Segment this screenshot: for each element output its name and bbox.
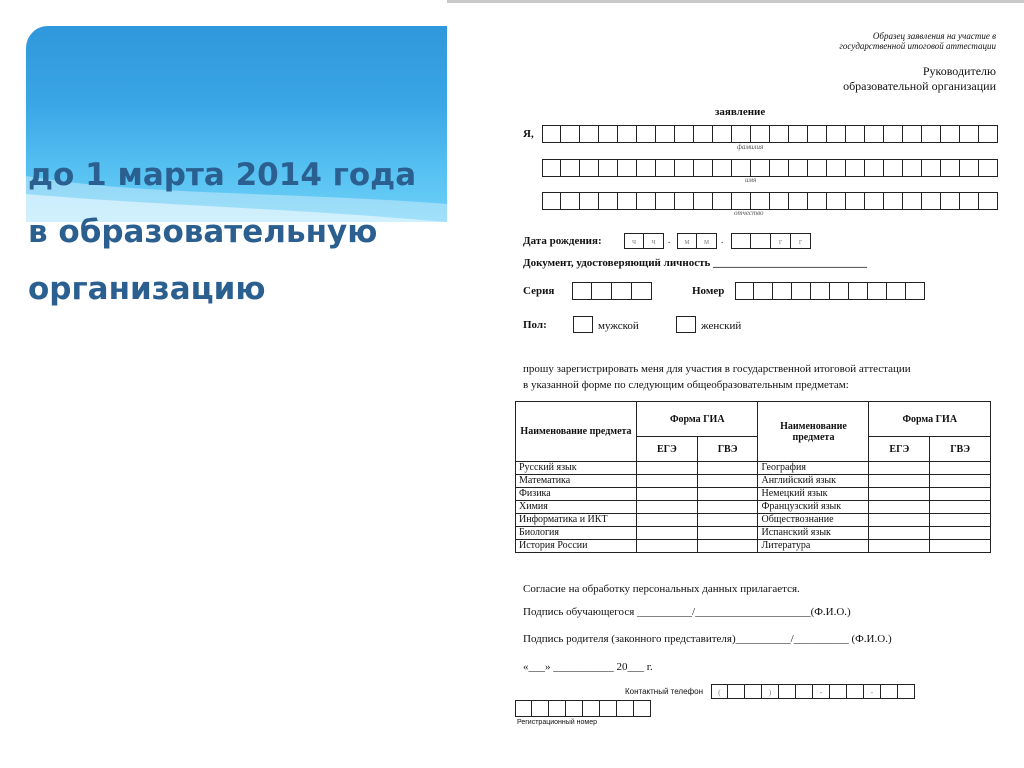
surname-box[interactable] [789,125,808,143]
number-box[interactable] [754,282,773,300]
gve-header-right: ГВЭ [930,437,991,462]
subject-name: Немецкий язык [758,488,869,501]
gve-cell[interactable] [697,501,758,514]
subject-row [516,475,991,488]
surname-box[interactable] [599,125,618,143]
gve-header-left: ГВЭ [697,437,758,462]
subject-name: Биология [516,527,637,540]
name-box[interactable] [770,159,789,177]
patronymic-box[interactable] [675,192,694,210]
surname-box[interactable] [618,125,637,143]
subjects-table [515,401,991,553]
surname-box[interactable] [960,125,979,143]
name-box[interactable] [865,159,884,177]
patronymic-box[interactable] [751,192,770,210]
name-box[interactable] [960,159,979,177]
phone-boxes[interactable] [711,684,915,699]
ege-cell[interactable] [637,527,698,540]
phone-box[interactable] [898,684,915,699]
birth-dot-1: . [668,235,671,245]
slide-line-2: в образовательную [28,214,378,250]
gve-cell[interactable] [930,514,991,527]
name-box[interactable] [922,159,941,177]
phone-box[interactable] [881,684,898,699]
subject-name: Информатика и ИКТ [516,514,637,527]
surname-box[interactable] [713,125,732,143]
slide-line-3: организацию [28,271,266,307]
patronymic-box[interactable] [542,192,561,210]
patronymic-box[interactable] [599,192,618,210]
ege-cell[interactable] [637,462,698,475]
name-caption: имя [745,176,757,184]
surname-caption: фамилия [737,143,764,151]
name-box[interactable] [713,159,732,177]
birth-label: Дата рождения: [523,235,602,247]
female-label: женский [701,320,742,332]
patronymic-caption: отчество [734,209,764,217]
ege-header-right: ЕГЭ [869,437,930,462]
gve-cell[interactable] [697,540,758,553]
number-box[interactable] [811,282,830,300]
name-box[interactable] [979,159,998,177]
reg-box[interactable] [583,700,600,717]
patronymic-box[interactable] [922,192,941,210]
application-form [447,3,1024,768]
subject-name: Английский язык [758,475,869,488]
birth-day-boxes[interactable] [624,233,664,249]
series-label: Серия [523,285,555,297]
phone-box[interactable]: - [813,684,830,699]
surname-boxes[interactable] [542,125,998,143]
ya-label: Я, [523,128,534,140]
number-box[interactable] [906,282,925,300]
number-box[interactable] [887,282,906,300]
subject-name: Испанский язык [758,527,869,540]
name-box[interactable] [675,159,694,177]
gve-cell[interactable] [930,540,991,553]
subject-name: Обществознание [758,514,869,527]
name-box[interactable] [618,159,637,177]
gve-cell[interactable] [930,488,991,501]
patronymic-box[interactable] [561,192,580,210]
birth-year-box[interactable]: г [791,233,811,249]
series-box[interactable] [632,282,652,300]
consent-text: Согласие на обработку персональных данных прилагается. [523,583,800,595]
phone-label: Контактный телефон [625,687,703,696]
subject-row [516,488,991,501]
phone-box[interactable]: ) [762,684,779,699]
reg-box[interactable] [515,700,532,717]
birth-day-box[interactable]: ч [624,233,644,249]
phone-box[interactable] [830,684,847,699]
patronymic-box[interactable] [637,192,656,210]
slide-line-1: до 1 марта 2014 года [28,157,417,193]
gve-cell[interactable] [697,488,758,501]
phone-box[interactable] [796,684,813,699]
birth-year-box[interactable] [731,233,751,249]
surname-box[interactable] [808,125,827,143]
surname-box[interactable] [542,125,561,143]
name-box[interactable] [561,159,580,177]
number-boxes[interactable] [735,282,925,300]
surname-box[interactable] [922,125,941,143]
sample-caption-line-2: государственной итоговой аттестации [839,41,996,51]
patronymic-box[interactable] [656,192,675,210]
sample-caption-line-1: Образец заявления на участие в [872,31,996,41]
surname-box[interactable] [827,125,846,143]
gve-cell[interactable] [697,462,758,475]
name-box[interactable] [599,159,618,177]
birth-month-box[interactable]: м [697,233,717,249]
number-box[interactable] [830,282,849,300]
patronymic-box[interactable] [770,192,789,210]
number-box[interactable] [773,282,792,300]
addressee-line-2: образовательной организации [843,79,996,93]
female-checkbox[interactable] [676,316,696,333]
ege-cell[interactable] [869,488,930,501]
patronymic-box[interactable] [713,192,732,210]
request-line-1: прошу зарегистрировать меня для участия в государственной итоговой аттестации [523,363,911,375]
patronymic-box[interactable] [694,192,713,210]
name-boxes[interactable] [542,159,998,177]
surname-box[interactable] [770,125,789,143]
subject-name: Физика [516,488,637,501]
name-box[interactable] [789,159,808,177]
phone-box[interactable] [847,684,864,699]
patronymic-box[interactable] [827,192,846,210]
reg-box[interactable] [532,700,549,717]
subject-name: Французский язык [758,501,869,514]
ege-cell[interactable] [869,475,930,488]
ege-cell[interactable] [869,527,930,540]
patronymic-box[interactable] [808,192,827,210]
patronymic-box[interactable] [960,192,979,210]
name-box[interactable] [751,159,770,177]
subject-name: Литература [758,540,869,553]
patronymic-box[interactable] [979,192,998,210]
series-box[interactable] [592,282,612,300]
subject-name: География [758,462,869,475]
surname-box[interactable] [865,125,884,143]
series-boxes[interactable] [572,282,652,300]
surname-box[interactable] [656,125,675,143]
name-box[interactable] [656,159,675,177]
name-box[interactable] [542,159,561,177]
document-label: Документ, удостоверяющий личность ____________________________ [523,257,868,269]
ege-cell[interactable] [637,475,698,488]
subject-row [516,514,991,527]
gve-cell[interactable] [930,462,991,475]
surname-box[interactable] [751,125,770,143]
name-box[interactable] [580,159,599,177]
ege-header-left: ЕГЭ [637,437,698,462]
surname-box[interactable] [580,125,599,143]
male-checkbox[interactable] [573,316,593,333]
patronymic-box[interactable] [618,192,637,210]
subject-name: Русский язык [516,462,637,475]
patronymic-box[interactable] [865,192,884,210]
name-box[interactable] [827,159,846,177]
subject-row [516,540,991,553]
surname-box[interactable] [884,125,903,143]
phone-box[interactable] [728,684,745,699]
name-box[interactable] [846,159,865,177]
subject-row [516,501,991,514]
birth-year-box[interactable]: г [771,233,791,249]
parent-signature: Подпись родителя (законного представителя)__________/__________ (Ф.И.О.) [523,633,892,645]
ege-cell[interactable] [637,488,698,501]
number-box[interactable] [735,282,754,300]
phone-box[interactable]: - [864,684,881,699]
series-box[interactable] [572,282,592,300]
name-box[interactable] [808,159,827,177]
birth-month-box[interactable]: м [677,233,697,249]
ege-cell[interactable] [637,514,698,527]
gve-cell[interactable] [697,527,758,540]
surname-box[interactable] [561,125,580,143]
birth-month-boxes[interactable] [677,233,717,249]
form-header-left: Форма ГИА [637,402,758,437]
ege-cell[interactable] [869,514,930,527]
surname-box[interactable] [732,125,751,143]
series-box[interactable] [612,282,632,300]
birth-day-box[interactable]: ч [644,233,664,249]
gve-cell[interactable] [697,514,758,527]
reg-box[interactable] [634,700,651,717]
ege-cell[interactable] [637,501,698,514]
patronymic-box[interactable] [580,192,599,210]
ege-cell[interactable] [869,540,930,553]
phone-box[interactable] [779,684,796,699]
phone-box[interactable] [745,684,762,699]
gender-label: Пол: [523,319,547,331]
phone-box[interactable]: ( [711,684,728,699]
sample-caption [839,31,996,51]
subject-name: История России [516,540,637,553]
ege-cell[interactable] [637,540,698,553]
student-signature: Подпись обучающегося __________/_____________________(Ф.И.О.) [523,606,851,618]
request-line-2: в указанной форме по следующим общеобразовательным предметам: [523,379,849,391]
ege-cell[interactable] [869,501,930,514]
subject-header-left: Наименование предмета [516,402,637,462]
gve-cell[interactable] [930,475,991,488]
number-box[interactable] [849,282,868,300]
surname-box[interactable] [903,125,922,143]
birth-year-box[interactable] [751,233,771,249]
surname-box[interactable] [637,125,656,143]
reg-box[interactable] [600,700,617,717]
name-box[interactable] [941,159,960,177]
surname-box[interactable] [941,125,960,143]
birth-dot-2: . [721,235,724,245]
reg-label: Регистрационный номер [517,719,597,726]
subject-row [516,462,991,475]
form-header-right: Форма ГИА [869,402,991,437]
subject-name: Химия [516,501,637,514]
patronymic-box[interactable] [903,192,922,210]
name-box[interactable] [732,159,751,177]
surname-box[interactable] [675,125,694,143]
ege-cell[interactable] [869,462,930,475]
reg-box[interactable] [549,700,566,717]
surname-box[interactable] [979,125,998,143]
slide-text [28,153,448,324]
patronymic-box[interactable] [884,192,903,210]
registration-number-boxes[interactable] [515,700,651,717]
name-box[interactable] [884,159,903,177]
date-line: «___» ___________ 20___ г. [523,661,653,673]
patronymic-box[interactable] [941,192,960,210]
number-box[interactable] [868,282,887,300]
gve-cell[interactable] [930,527,991,540]
addressee [843,64,996,94]
reg-box[interactable] [617,700,634,717]
name-box[interactable] [637,159,656,177]
patronymic-box[interactable] [789,192,808,210]
name-box[interactable] [903,159,922,177]
gve-cell[interactable] [930,501,991,514]
number-box[interactable] [792,282,811,300]
patronymic-boxes[interactable] [542,192,998,210]
request-text [523,361,911,393]
subject-header-right: Наименование предмета [758,402,869,462]
name-box[interactable] [694,159,713,177]
subject-name: Математика [516,475,637,488]
reg-box[interactable] [566,700,583,717]
birth-year-boxes[interactable] [731,233,811,249]
number-label: Номер [692,285,725,297]
gve-cell[interactable] [697,475,758,488]
addressee-line-1: Руководителю [922,64,996,78]
male-label: мужской [598,320,639,332]
patronymic-box[interactable] [732,192,751,210]
surname-box[interactable] [846,125,865,143]
form-title: заявление [715,106,766,118]
surname-box[interactable] [694,125,713,143]
patronymic-box[interactable] [846,192,865,210]
subject-row [516,527,991,540]
